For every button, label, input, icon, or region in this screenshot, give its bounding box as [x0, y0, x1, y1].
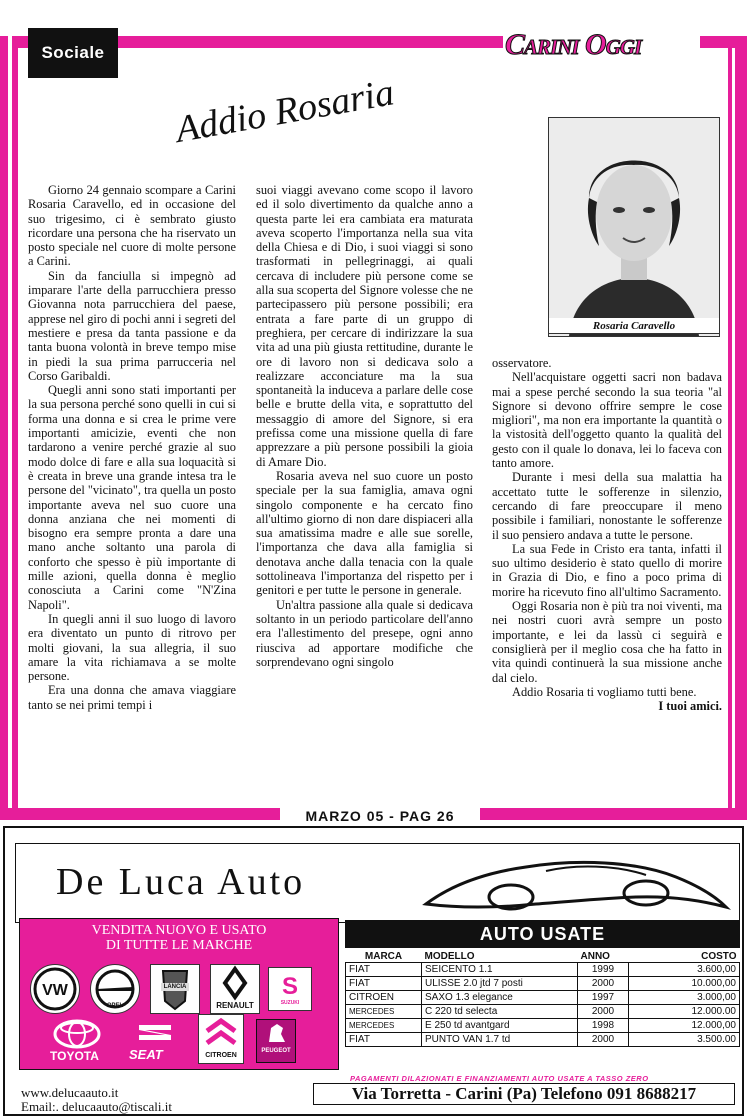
used-cars-heading: AUTO USATE: [345, 920, 740, 948]
seat-logo: [125, 1021, 185, 1067]
cell-costo: 12.000.00: [629, 1005, 740, 1019]
paragraph: In quegli anni il suo luogo di lavoro era diventato un punto di ritrovo per molti giovani, la sua allegria, il suo amare la vita richiamava a se molte persone.: [28, 611, 236, 684]
article-signoff: I tuoi amici.: [658, 699, 722, 714]
column-header: MODELLO: [422, 950, 578, 963]
table-row: [346, 1005, 740, 1019]
paragraph: Durante i mesi della sua malattia ha accettato tutte le sofferenze in silenzio, cercando di fare preoccupare il meno possibile i familiari, nonostante le sofferenze il suo pensiero andava a tutte le persone.: [492, 470, 722, 542]
table-header-row: [346, 950, 740, 963]
photo-caption: Rosaria Caravello: [548, 318, 720, 334]
svg-text:S: S: [281, 973, 299, 1000]
advertisement: [3, 826, 744, 1116]
lancia-logo: [150, 964, 200, 1014]
cell-marca: MERCEDES: [346, 1005, 422, 1019]
cell-modello: PUNTO VAN 1.7 td: [422, 1033, 578, 1047]
website-link[interactable]: www.delucaauto.it: [21, 1085, 119, 1100]
frame-right: [735, 36, 747, 820]
brands-heading-line-1: VENDITA NUOVO E USATO: [91, 923, 267, 938]
lancia-logo-label: LANCIA: [163, 984, 187, 990]
cell-marca: CITROEN: [346, 991, 422, 1005]
peugeot-logo: [256, 1019, 296, 1063]
opel-logo-label: OPEL: [106, 1003, 124, 1009]
cell-costo: 10.000,00: [629, 977, 740, 991]
citroen-logo-label: CITROEN: [205, 1052, 237, 1059]
paragraph: Oggi Rosaria non è più tra noi viventi, ma nei nostri cuori avrà sempre un posto importante, e lei da lassù ci seguirà e consiglierà per il meglio cosa che ha fatto in vita quindi continuerà la sua missione anche dal cielo.: [492, 599, 722, 685]
paragraph: osservatore.: [492, 356, 552, 370]
paragraph: Era una donna che amava viaggiare tanto se nei primi tempi i: [28, 683, 236, 712]
table-row: [346, 963, 740, 977]
paragraph: Quegli anni sono stati importanti per la sua persona perché sono quelli in cui si forma una donna e si crea le prime vere importanti amicizie, eventi che non tardarono a venire perché grazie al suo modo dolce di fare e alla sua loquacità si è creata in breve una grande intesa tra le persone del "vicinato", tra quella un posto importante aveva nel suo cuore una donna anziana che nei momenti di bisogno era sempre pronta a dare una mano anche soltanto una parola di conforto che spesso è più importante di mille azioni, quella donna è meglio conosciuta a Carini come "N'Zina Napoli".: [28, 383, 236, 612]
paragraph: Giorno 24 gennaio scompare a Carini Rosaria Caravello, ed in occasione del suo trigesimo, ci è sembrato giusto ricordare una persona che ha riservato un posto speciale nel cuore di molte persone a Carini.: [28, 183, 236, 269]
cell-modello: SAXO 1.3 elegance: [422, 991, 578, 1005]
suzuki-logo-label: SUZUKI: [280, 1000, 300, 1006]
frame-top-middle: [118, 36, 503, 48]
paragraph: Rosaria aveva nel suo cuore un posto speciale per la sua famiglia, amava ogni singolo componente e ha cercato fino all'ultimo giorno di non dare dispiaceri alla sua amatissima madre e alle sue sorelle, l'importanza che dava alla famiglia si denotava anche dalla tenacia con la quale sottolineava l'importanza del rispetto per i genitori e per tutte le persone in generale.: [256, 468, 473, 598]
table-row: [346, 1019, 740, 1033]
cell-costo: 3.000,00: [629, 991, 740, 1005]
section-tab: Sociale: [28, 28, 118, 78]
address-phone: Via Torretta - Carini (Pa) Telefono 091 8688217: [313, 1083, 735, 1105]
cell-modello: E 250 td avantgard: [422, 1019, 578, 1033]
cell-costo: 3.600,00: [629, 963, 740, 977]
table-row: [346, 1033, 740, 1047]
cell-anno: 1997: [578, 991, 629, 1005]
table-row: [346, 991, 740, 1005]
masthead-logo: Carini Oggi: [505, 28, 642, 61]
frame-left: [0, 36, 8, 820]
cell-anno: 2000: [578, 1005, 629, 1019]
used-cars-panel: [345, 920, 740, 1072]
paragraph: Addio Rosaria ti vogliamo tutti bene.: [512, 684, 697, 699]
cell-modello: SEICENTO 1.1: [422, 963, 578, 977]
paragraph: Sin da fanciulla si impegnò ad imparare l'arte della parrucchiera presso Giovanna nota parrucchiera del paese, apprese nel giro di pochi anni i segreti del mestiere e presa da tanta passione e da tanta buona volontà in breve tempo mise in piedi la sua prima parrucceria nel Corso Garibaldi.: [28, 268, 236, 383]
paragraph: Un'altra passione alla quale si dedicava soltanto in un periodo particolare dell'anno era l'allestimento del presepe, ogni anno riusciva ad apportare modifiche che sorprendevano ogni singolo: [256, 597, 473, 669]
seat-logo-label: SEAT: [129, 1047, 163, 1062]
brands-panel: [19, 918, 339, 1070]
renault-logo: [210, 964, 260, 1014]
cell-costo: 12.000,00: [629, 1019, 740, 1033]
financing-note: PAGAMENTI DILAZIONATI E FINANZIAMENTI AUTO USATE A TASSO ZERO: [350, 1074, 649, 1083]
article-column-3: [492, 356, 722, 713]
table-row: [346, 977, 740, 991]
frame-left-inner2: [12, 36, 18, 820]
cell-anno: 2000: [578, 1033, 629, 1047]
svg-text:VW: VW: [42, 982, 68, 999]
paragraph: La sua Fede in Cristo era tanta, infatti il suo ultimo desiderio è stato quello di morire in Grazia di Dio, e fino a poco prima di morire ha ricevuto fino all'ultimo Sacramento.: [492, 541, 722, 599]
article-column-1: [28, 183, 236, 712]
toyota-logo-label: TOYOTA: [50, 1049, 99, 1063]
citroen-logo: [198, 1014, 244, 1064]
page-footer: MARZO 05 - PAG 26: [280, 808, 480, 824]
suzuki-logo: [268, 967, 312, 1011]
cell-marca: FIAT: [346, 963, 422, 977]
paragraph: suoi viaggi avevano come scopo il lavoro ed il solo divertimento da qualche anno a questa parte lei era cambiata era maturata aveva scoperto l'importanza nella sua vita della Chiesa e di Dio, i suoi viaggi si sono trasformati in pellegrinaggi, ai quali cercava di includere più persone come se alla sua scoperta del Signore volesse che ne partecipassero più persone possibili; era entrata a fare parte di un gruppo di preghiera, per cercare di indirizzare la sua vita ad una più giusta rettitudine, durante le ore di lavoro non si dedicava solo a realizzare acconciature ma la sua spontaneità la induceva a parlare delle cose belle e brutte della vita, e soprattutto del messaggio di amore del Signore, si era prefissa come una missione quella di fare apprezzare a più persone possibili la gioia di Amare Dio.: [256, 183, 473, 469]
email-link[interactable]: Email:. delucaauto@tiscali.it: [21, 1099, 172, 1114]
cell-marca: FIAT: [346, 1033, 422, 1047]
brands-heading: [20, 923, 338, 953]
opel-logo: [90, 964, 140, 1014]
vw-logo: [30, 964, 80, 1014]
cell-anno: 1999: [578, 963, 629, 977]
renault-logo-label: RENAULT: [216, 1001, 254, 1010]
used-cars-table: [345, 950, 740, 1047]
frame-bottom-left: [0, 808, 280, 820]
column-header: COSTO: [629, 950, 740, 963]
brands-heading-line-2: DI TUTTE LE MARCHE: [105, 938, 253, 953]
peugeot-logo-label: PEUGEOT: [261, 1048, 291, 1054]
frame-right-inner: [728, 48, 732, 820]
cell-costo: 3.500.00: [629, 1033, 740, 1047]
frame-bottom-right: [480, 808, 747, 820]
cell-marca: FIAT: [346, 977, 422, 991]
column-header: MARCA: [346, 950, 422, 963]
paragraph: Nell'acquistare oggetti sacri non badava mai a spese perché secondo la sua teoria "al Signore si devono offrire sempre le cose migliori", ma non era importante la quantità o la vistosità dell'oggetto quanto la qualità del gesto con il quale lo donava, lei lo faceva con tanto amore.: [492, 370, 722, 471]
cell-anno: 1998: [578, 1019, 629, 1033]
car-silhouette-icon: [416, 849, 736, 919]
cell-modello: C 220 td selecta: [422, 1005, 578, 1019]
contact-block: [21, 1086, 172, 1114]
cell-modello: ULISSE 2.0 jtd 7 posti: [422, 977, 578, 991]
article-column-2: [256, 183, 473, 669]
portrait-illustration: [549, 118, 719, 336]
toyota-logo: [42, 1019, 112, 1067]
article-title: Addio Rosaria: [172, 71, 398, 152]
cell-marca: MERCEDES: [346, 1019, 422, 1033]
ad-brand: De Luca Auto: [56, 861, 306, 903]
column-header: ANNO: [578, 950, 629, 963]
portrait-photo: [548, 117, 720, 337]
cell-anno: 2000: [578, 977, 629, 991]
ad-title-box: [15, 843, 740, 923]
